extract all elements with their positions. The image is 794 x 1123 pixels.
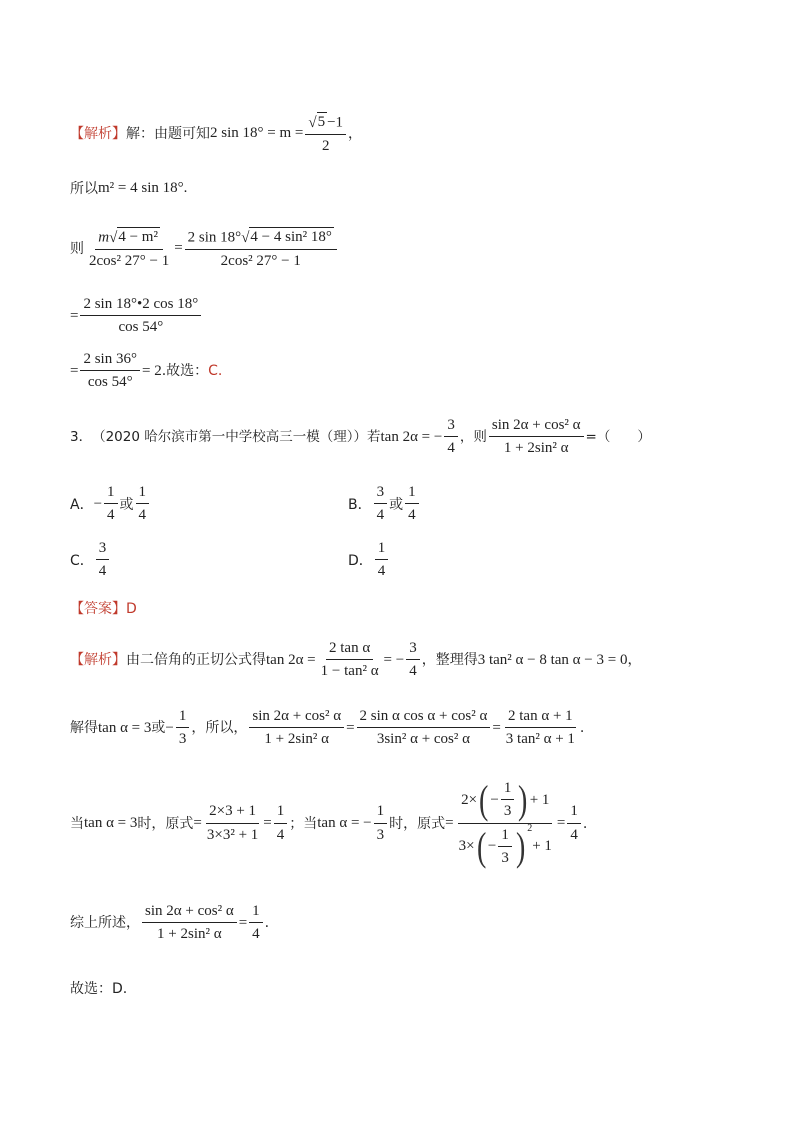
- question-stem: 3． （2020 哈尔滨市第一中学校高三一模（理））若 tan 2α = − $\frac{3}{4}$ ，则 $\frac{\text{sin 2α + cos² α}}{\text{1 + 2sin² α}}$ =（ ）: [70, 417, 651, 457]
- analysis-line-1: 【解析】 由二倍角的正切公式得 tan 2α = $\frac{\text{2 tan α}}{\text{1 − tan² α}}$ = − $\frac{3}{4}$ ，整理得 3 tan² α − 8 tan α − 3 = 0 ，: [70, 640, 642, 680]
- fraction: √ 5 −1 2: [305, 112, 346, 155]
- solution-line-2: 所以 m² = 4 sin 18°.: [70, 180, 188, 197]
- math: 2 sin 18° = m =: [210, 125, 304, 141]
- option-a[interactable]: A． − $\frac{1}{4}$ 或 1 4: [70, 484, 151, 525]
- solution-line-1: 【解析】 解：由题可知 2 sin 18° = m = √ 5 −1 2 ，: [70, 114, 363, 154]
- solution-line-3: 则 m √ 4 − m² 2cos² 27° − 1 = 2 sin 18° √ 4 − 4 sin² 18° 2cos² 27° − 1: [70, 227, 339, 270]
- option-label: B．: [348, 497, 372, 514]
- fraction: m √ 4 − m² 2cos² 27° − 1: [89, 229, 170, 269]
- text: 解：由题可知: [126, 125, 210, 142]
- option-c[interactable]: C． 3 4: [70, 540, 111, 581]
- question-number: 3．: [70, 428, 93, 445]
- analysis-line-2: 解得 tan α = 3 或 − $\frac{1}{3}$ ，所以， $\frac{\text{sin 2α + cos² α}}{\text{1 + 2sin² α}}$ = $\frac{\text{2 sin α cos α + cos² α}}{\text{3sin² α + cos² α}}$ = $\frac{\text{2 tan α + 1}}{\text{3 tan² α + 1}}$ .: [70, 708, 585, 748]
- final-answer: C.: [208, 363, 223, 380]
- answer-label: 【答案】: [70, 601, 126, 617]
- option-d[interactable]: D． 1 4: [348, 540, 390, 581]
- solution-line-5: = $\frac{2 \sin 36^\circ}{\cos 54^\circ}$ = 2 .故选： C.: [70, 351, 223, 391]
- fraction: $\frac{3}{4}$: [444, 417, 458, 458]
- fraction: $\frac{\text{sin 2α + cos² α}}{\text{1 + 2sin² α}}$: [489, 417, 584, 458]
- fraction: $\frac{2 \sin 36^\circ}{\cos 54^\circ}$: [80, 351, 140, 392]
- answer-value: D: [126, 601, 137, 617]
- fraction: 2 sin 18° √ 4 − 4 sin² 18° 2cos² 27° − 1: [185, 227, 337, 270]
- final-choice: 故选：D.: [70, 981, 128, 997]
- compound-fraction: 2× ( − $\frac{1}{3}$ ) + 1 3× ( − $\frac{1}{3}$ ) $^2$ + 1: [458, 777, 552, 869]
- analysis-label: 【解析】: [70, 125, 126, 142]
- analysis-line-5: [70, 982, 127, 996]
- analysis-label: 【解析】: [70, 652, 126, 669]
- option-b[interactable]: B． 3 4 或 1 4: [348, 484, 421, 525]
- fraction: $\frac{2 \sin 18^\circ•2 \cos 18^\circ}{\cos 54^\circ}$: [80, 296, 201, 337]
- analysis-line-3: 当 tan α = 3 时，原式 = $\frac{2\times 3 + 1}{\text{3×3² + 1}}$ = $\frac{1}{4}$ ；当 tan α = − $\frac{1}{3}$ 时，原式 = 2× ( − $\frac{1}{3}$ ) + 1 3× ( − $\frac{1}{3}$ ) $^2$ + 1 = $\frac{1}{4}$ .: [70, 777, 588, 869]
- option-label: A．: [70, 497, 94, 514]
- solution-line-4: = $\frac{2 \sin 18^\circ•2 \cos 18^\circ}{\cos 54^\circ}$: [70, 296, 203, 337]
- question-source: （2020 哈尔滨市第一中学校高三一模（理））若: [92, 428, 381, 445]
- analysis-line-4: 综上所述， $\frac{\text{sin 2α + cos² α}}{\text{1 + 2sin² α}}$ = $\frac{1}{4}$ .: [70, 903, 270, 943]
- option-label: D．: [348, 553, 373, 570]
- option-label: C．: [70, 553, 94, 570]
- answer-line: [70, 602, 137, 616]
